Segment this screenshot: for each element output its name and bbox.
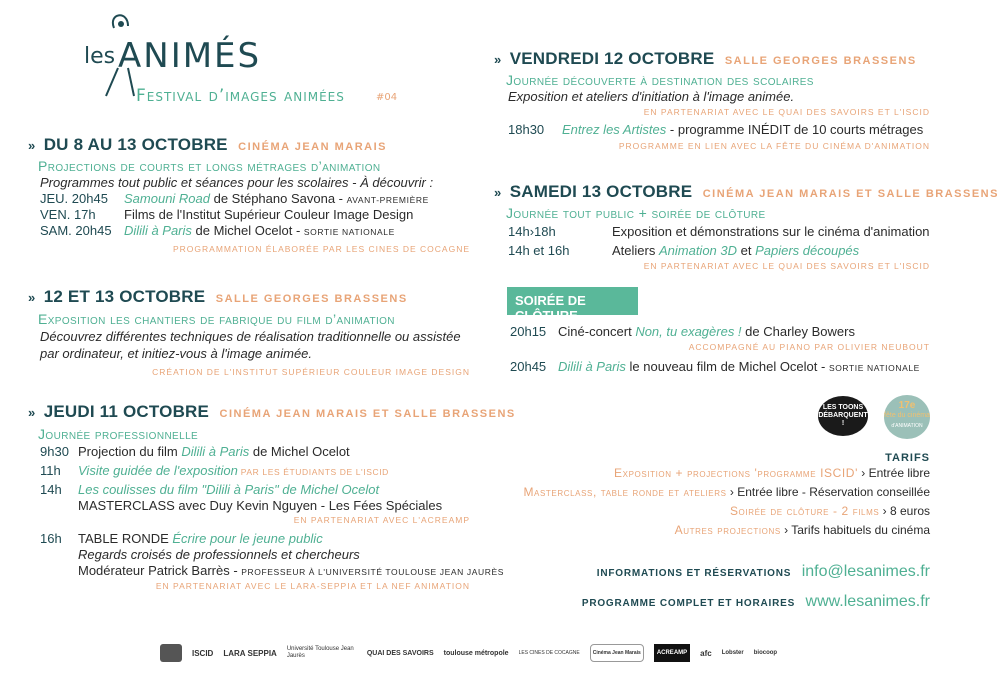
- row-tag: SORTIE NATIONALE: [303, 227, 395, 237]
- section-date: SAMEDI 13 OCTOBRE: [509, 182, 693, 201]
- program-row: [40, 463, 470, 478]
- section-subtitle: Journée découverte à destination des scolaires: [506, 72, 814, 88]
- section-venue: SALLE GEORGES BRASSENS: [215, 293, 408, 305]
- row-time: 20h15: [510, 324, 547, 339]
- tarifs-block: [480, 452, 930, 537]
- film-link[interactable]: Dilili à Paris: [124, 223, 192, 238]
- festival-logo: [78, 8, 418, 118]
- partner-logo: Université Toulouse Jean Jaurès: [286, 646, 354, 659]
- row-text: de Charley Bowers: [741, 324, 855, 339]
- workshop-link[interactable]: Papiers découpés: [755, 243, 860, 258]
- row-text: Projection du film: [78, 444, 182, 459]
- tarifs-title: TARIFS: [885, 452, 930, 464]
- section-note: PROGRAMMATION ÉLABORÉE PAR LES CINES DE COCAGNE: [172, 244, 470, 254]
- edition-number: #04: [376, 92, 398, 103]
- row-time: 9h30: [40, 444, 69, 459]
- website-link[interactable]: www.lesanimes.fr: [805, 593, 930, 610]
- section-date: JEUDI 11 OCTOBRE: [43, 402, 210, 421]
- section-note: EN PARTENARIAT AVEC LE QUAI DES SAVOIRS ET L'ISCID: [643, 261, 930, 271]
- row-time: VEN. 17h: [40, 207, 96, 222]
- section-jeudi-11-octobre: [28, 402, 516, 591]
- section-date: DU 8 AU 13 OCTOBRE: [43, 135, 228, 154]
- row-line: MASTERCLASS avec Duy Kevin Nguyen - Les Fées Spéciales: [78, 498, 443, 513]
- partner-logo: ACREAMP: [654, 644, 690, 662]
- section-intro: Programmes tout public et séances pour les scolaires - À découvrir :: [40, 175, 434, 190]
- row-time: SAM. 20h45: [40, 223, 112, 238]
- section-venue: SALLE GEORGES BRASSENS: [724, 55, 917, 67]
- contact-info-row: [560, 563, 930, 581]
- film-link[interactable]: Non, tu exagères !: [635, 324, 742, 339]
- section-note: EN PARTENARIAT AVEC LE QUAI DES SAVOIRS ET L'ISCID: [643, 107, 930, 117]
- chevron-right-icon: »: [28, 405, 36, 420]
- program-row: [40, 223, 470, 238]
- toons-badge-text: LES TOONS DÉBARQUENT !: [818, 404, 868, 427]
- row-time: JEU. 20h45: [40, 191, 108, 206]
- tarif-value: › Entrée libre: [857, 466, 930, 480]
- section-description: Exposition et ateliers d'initiation à l'image animée.: [508, 89, 795, 104]
- film-link[interactable]: Samouni Road: [124, 191, 210, 206]
- tarif-line: [480, 523, 930, 537]
- event-link[interactable]: Écrire pour le jeune public: [172, 531, 323, 546]
- tarif-line: [480, 485, 930, 499]
- event-link[interactable]: Les coulisses du film "Dilili à Paris" de Michel Ocelot: [78, 482, 380, 497]
- row-tag: PROFESSEUR À L'UNIVERSITÉ TOULOUSE JEAN JAURÈS: [241, 567, 504, 577]
- chevron-right-icon: »: [28, 290, 36, 305]
- row-text: Ciné-concert: [558, 324, 636, 339]
- chevron-right-icon: »: [28, 138, 36, 153]
- workshop-link[interactable]: Animation 3D: [658, 243, 738, 258]
- tarif-key: Autres projections: [674, 523, 781, 537]
- section-subtitle: Exposition les chantiers de fabrique du film d’animation: [38, 311, 395, 327]
- fete-cinema-badge: [884, 395, 930, 439]
- tarif-value: › 8 euros: [879, 504, 930, 518]
- section-venue: CINÉMA JEAN MARAIS ET SALLE BRASSENS: [702, 188, 999, 200]
- toons-badge: [818, 396, 868, 436]
- row-text: de Michel Ocelot -: [191, 223, 304, 238]
- row-time: 14h: [40, 482, 62, 497]
- program-row: [510, 359, 930, 374]
- tarif-line: [480, 504, 930, 518]
- festival-title: Festival d’images animées: [136, 86, 345, 106]
- partner-logo: LARA SEPPIA: [223, 648, 277, 658]
- program-row: [40, 207, 470, 222]
- row-text: le nouveau film de Michel Ocelot -: [625, 359, 829, 374]
- partner-logo: biocoop: [753, 650, 778, 656]
- tarif-key: Masterclass, table ronde et ateliers: [523, 485, 727, 499]
- logo-animes: ANIMÉS: [118, 36, 262, 76]
- fete-text: fête du cinéma: [884, 412, 930, 419]
- chevron-right-icon: »: [494, 185, 502, 200]
- chevron-right-icon: »: [494, 52, 502, 67]
- row-tag: SORTIE NATIONALE: [828, 363, 920, 373]
- row-time: 11h: [40, 463, 61, 478]
- row-line: Regards croisés de professionnels et chercheurs: [78, 547, 360, 562]
- section-date: 12 ET 13 OCTOBRE: [43, 287, 206, 306]
- row-time: 18h30: [508, 122, 545, 137]
- program-row: [40, 531, 470, 546]
- film-link[interactable]: Dilili à Paris: [558, 359, 626, 374]
- section-note: EN PARTENARIAT AVEC L'ACREAMP: [293, 515, 470, 525]
- logo-les: les: [84, 44, 116, 69]
- section-note: CRÉATION DE L'INSTITUT SUPÉRIEUR COULEUR IMAGE DESIGN: [152, 367, 470, 377]
- tarif-line: [480, 466, 930, 480]
- tarif-value: › Entrée libre - Réservation conseillée: [726, 485, 930, 499]
- section-subtitle: Projections de courts et longs métrages d’animation: [38, 158, 381, 174]
- partner-logo: Lobster: [721, 650, 744, 656]
- section-12-13-octobre: [28, 287, 470, 377]
- section-samedi-13-octobre: [494, 182, 999, 271]
- program-label: PROGRAMME COMPLET ET HORAIRES: [581, 598, 796, 609]
- program-row: [508, 122, 930, 137]
- partner-logo-icon: [160, 644, 182, 662]
- section-8-13-octobre: [28, 135, 470, 254]
- film-link[interactable]: Dilili à Paris: [181, 444, 250, 459]
- closing-night-label: SOIRÉE DE CLÔTURE: [507, 287, 638, 315]
- section-venue: CINÉMA JEAN MARAIS: [238, 141, 387, 153]
- fete-sub: d'ANIMATION: [891, 423, 923, 429]
- program-row: [508, 224, 930, 239]
- section-description: Découvrez différentes techniques de réalisation traditionnelle ou assistée par ordinateur, et initiez-vous à l'image animée.: [40, 329, 461, 361]
- section-subtitle: Journée professionnelle: [38, 426, 199, 442]
- section-note: ACCOMPAGNÉ AU PIANO PAR OLIVIER NEUBOUT: [688, 342, 930, 352]
- row-text: Films de l'Institut Supérieur Couleur Image Design: [124, 207, 414, 222]
- partner-logo: LES CINES DE COCAGNE: [518, 650, 580, 656]
- email-link[interactable]: info@lesanimes.fr: [801, 563, 930, 580]
- section-note: EN PARTENARIAT AVEC LE LARA-SEPPIA ET LA NEF ANIMATION: [155, 581, 470, 591]
- section-venue: CINÉMA JEAN MARAIS ET SALLE BRASSENS: [219, 408, 516, 420]
- row-text: - programme INÉDIT de 10 courts métrages: [666, 122, 924, 137]
- program-row: [510, 324, 930, 339]
- row-time: 20h45: [510, 359, 547, 374]
- partner-logo: Cinéma Jean Marais: [590, 644, 644, 662]
- row-time: 14h et 16h: [508, 243, 570, 258]
- row-text: Exposition et démonstrations sur le cinéma d'animation: [612, 224, 930, 239]
- row-tag: AVANT-PREMIÈRE: [346, 195, 429, 205]
- row-time: 14h›18h: [508, 224, 556, 239]
- section-note: PROGRAMME EN LIEN AVEC LA FÊTE DU CINÉMA D'ANIMATION: [618, 141, 930, 151]
- event-link[interactable]: Entrez les Artistes: [562, 122, 667, 137]
- info-label: INFORMATIONS ET RÉSERVATIONS: [596, 568, 792, 579]
- contact-site-row: [560, 593, 930, 611]
- program-row: [508, 243, 930, 258]
- tarif-key: Soirée de clôture - 2 films: [729, 504, 880, 518]
- row-text: et: [737, 243, 756, 258]
- row-tag: PAR LES ÉTUDIANTS DE L'ISCID: [237, 467, 389, 477]
- tarif-key: Exposition + projections 'programme ISCID': [614, 466, 858, 480]
- row-line: [78, 563, 504, 578]
- row-text: TABLE RONDE: [78, 531, 173, 546]
- partner-logo: QUAI DES SAVOIRS: [366, 649, 434, 657]
- fete-number: 17e: [898, 400, 916, 411]
- closing-program: [494, 324, 930, 374]
- row-text: Ateliers: [612, 243, 659, 258]
- row-text: de Michel Ocelot: [249, 444, 350, 459]
- program-row: [40, 191, 470, 206]
- row-time: 16h: [40, 531, 62, 546]
- section-vendredi-12-octobre: [494, 49, 930, 151]
- tarif-value: › Tarifs habituels du cinéma: [780, 523, 930, 537]
- row-text: de Stéphano Savona -: [210, 191, 347, 206]
- section-date: VENDREDI 12 OCTOBRE: [509, 49, 715, 68]
- partner-logos: [160, 642, 800, 664]
- partner-logo: ISCID: [192, 648, 214, 658]
- row-text: Modérateur Patrick Barrès -: [78, 563, 242, 578]
- event-link[interactable]: Visite guidée de l'exposition: [78, 463, 238, 478]
- section-subtitle: Journée tout public + soirée de clôture: [506, 205, 766, 221]
- partner-logo: toulouse métropole: [443, 649, 509, 657]
- partner-logo: afc: [700, 648, 712, 658]
- program-row: [40, 444, 470, 459]
- program-row: [40, 482, 470, 497]
